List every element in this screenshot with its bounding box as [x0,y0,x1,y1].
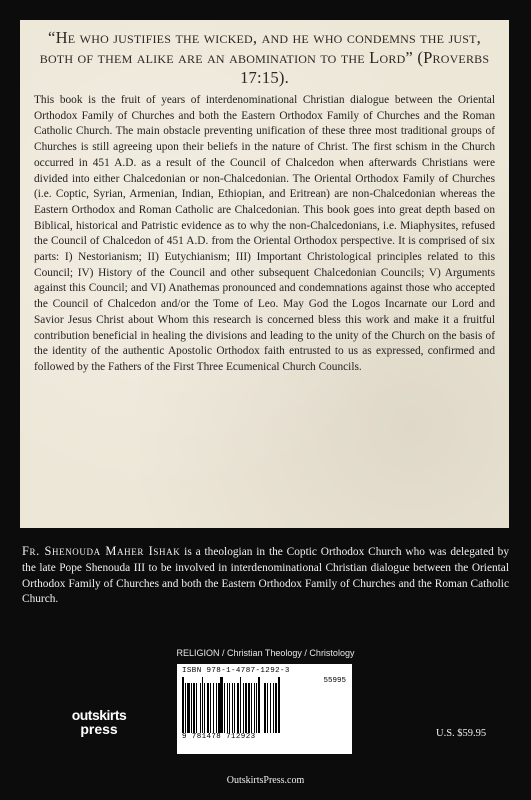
author-bio [22,544,509,608]
author-name: Fr. Shenouda Maher Ishak [22,544,181,558]
logo-line-2: press [80,721,118,737]
epigraph-quote: “He who justifies the wicked, and he who condemns the just, both of them alike are an abomination to the Lord” (Proverbs 17:15). [39,28,490,87]
price-code: 55995 [323,677,346,685]
publisher-logo [62,708,136,736]
isbn-barcode [177,664,352,754]
barcode-bars [182,677,347,733]
retail-price: U.S. $59.95 [436,728,487,739]
barcode-stripe [280,683,281,733]
ean-number: 9 781478 712923 [182,733,256,741]
author-bio-text: is a theologian in the Coptic Orthodox Church who was delegated by the late Pope Shenouda III to be involved in interdenominational Christian dialogue between the Oriental Orthodox Family of Churches and both the Eastern Orthodox Family of Churches and the Roman Catholic Church. [22,546,509,606]
isbn-label: ISBN 978-1-4787-1292-3 [182,667,290,675]
description-panel [20,20,509,528]
bisac-category: RELIGION / Christian Theology / Christology [176,648,355,658]
publisher-website: OutskirtsPress.com [226,775,305,786]
book-description: This book is the fruit of years of interdenominational Christian dialogue between the Oriental Orthodox Family of Churches and both the Eastern Orthodox Family of Churches and the Roman Catholic Church. The main obstacle preventing unification of these three most traditional groups of Churches is still agreeing upon their beliefs in the nature of Christ. The first schism in the Church occurred in 451 A.D. as a result of the Council of Chalcedon when afterwards Christians were divided into either Chalcedonian or non-Chalcedonian. The Oriental Orthodox Family of Churches (i.e. Coptic, Syrian, Armenian, Indian, Ethiopian, and Eritrean) are non-Chalcedonian whereas the Eastern Orthodox and Roman Catholic are Chalcedonian. This book goes into great depth based on Biblical, historical and Patristic evidence as to why the non-Chalcedonians, i.e. Miaphysites, refused the Council of Chalcedon of 451 A.D. from the Oriental Orthodox perspective. It is comprised of six parts: I) Nestorianism; II) Eutychianism; III) Important Christological principles related to this Council; IV) History of the Council and other subsequent Chalcedonian Councils; V) Arguments against this Council; and VI) Anathemas pronounced and condemnations against those who accepted the Council of Chalcedon and/or the Tome of Leo. May God the Logos Incarnate our Lord and Savior Jesus Christ about Whom this research is concerned bless this work and make it a fruitful contribution beneficial in healing the divisions and leading to the unity of the Church on the basis of the identity of the authentic Apostolic Orthodox faith entrusted to us as expressed, confirmed and followed by the Fathers of the First Three Ecumenical Church Councils. [34,94,495,373]
logo-line-1: outskirts [71,707,127,723]
